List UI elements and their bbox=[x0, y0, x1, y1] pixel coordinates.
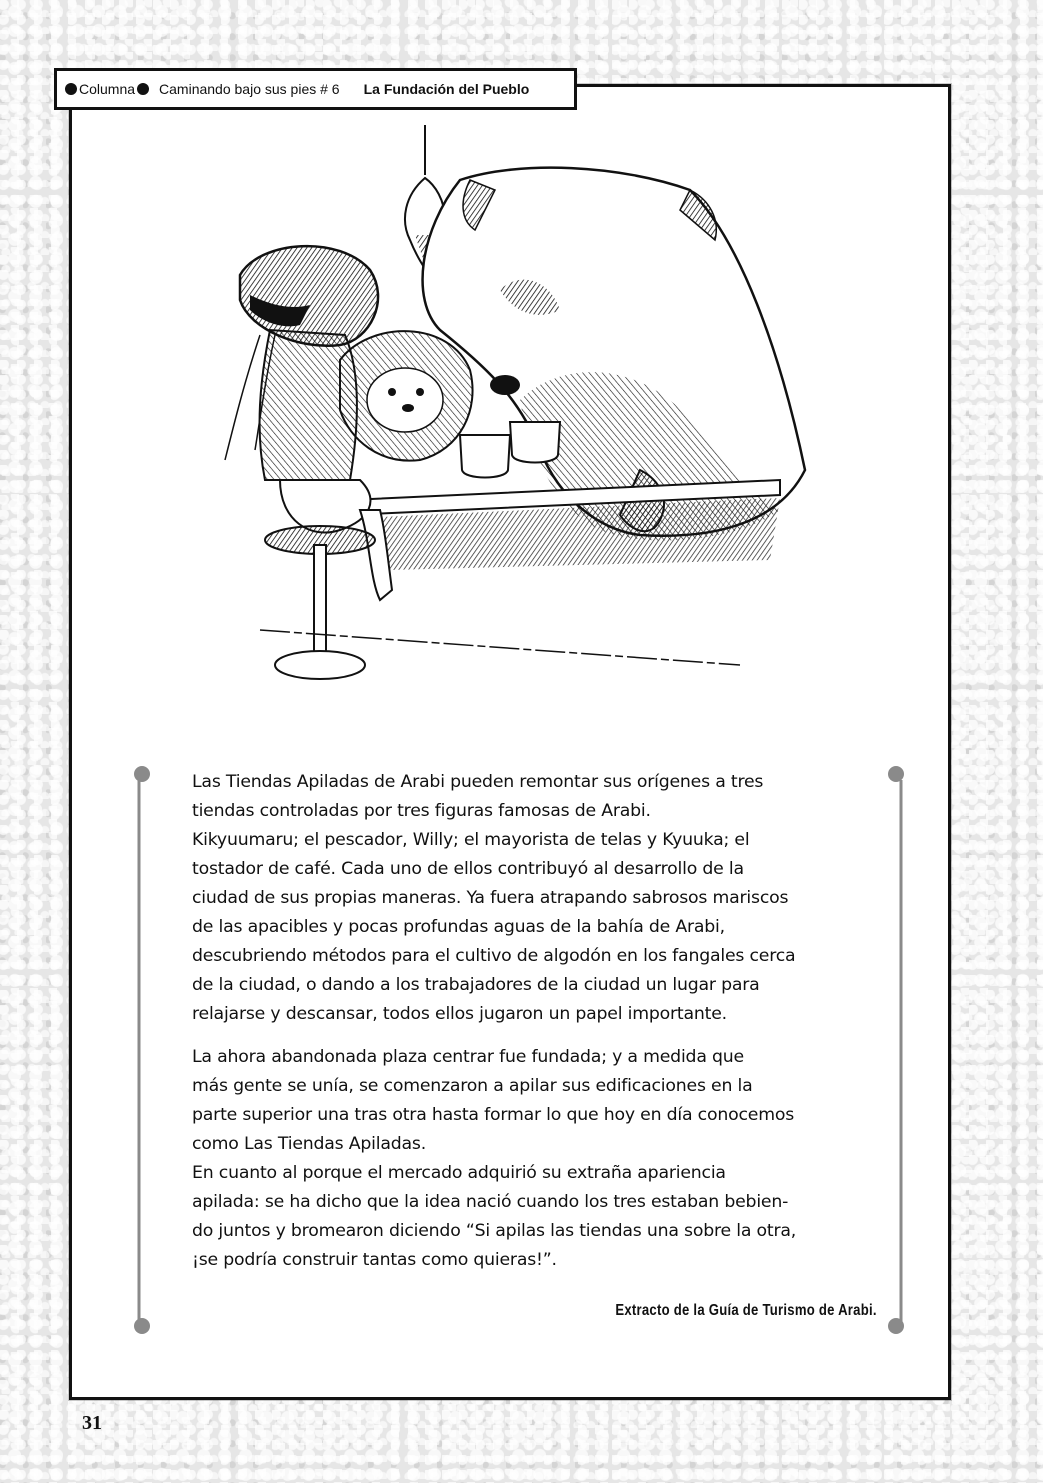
text-line: relajarse y descansar, todos ellos jugaron un papel importante. bbox=[192, 1004, 727, 1024]
text-line: ciudad de sus propias maneras. Ya fuera atrapando sabrosos mariscos bbox=[192, 888, 789, 908]
column-header bbox=[54, 68, 577, 110]
text-line: descubriendo métodos para el cultivo de algodón en los fangales cerca bbox=[192, 946, 796, 966]
text-line: de la ciudad, o dando a los trabajadores de la ciudad un lugar para bbox=[192, 975, 760, 995]
source-attribution: Extracto de la Guía de Turismo de Arabi. bbox=[615, 1302, 877, 1319]
text-line: tiendas controladas por tres figuras famosas de Arabi. bbox=[192, 801, 651, 821]
text-line: ¡se podría construir tantas como quieras!”. bbox=[192, 1250, 557, 1270]
page-number: 31 bbox=[82, 1412, 102, 1434]
text-line: Las Tiendas Apiladas de Arabi pueden remontar sus orígenes a tres bbox=[192, 772, 764, 792]
paragraph-2 bbox=[192, 1043, 892, 1275]
cup-icon bbox=[510, 422, 560, 463]
article-body bbox=[192, 768, 892, 1289]
text-line: Kikyuumaru; el pescador, Willy; el mayorista de telas y Kyuuka; el bbox=[192, 830, 750, 850]
text-line: más gente se unía, se comenzaron a apilar sus edificaciones en la bbox=[192, 1076, 753, 1096]
bullet-icon bbox=[137, 83, 149, 95]
text-line: La ahora abandonada plaza centrar fue fundada; y a medida que bbox=[192, 1047, 744, 1067]
cup-icon bbox=[460, 435, 510, 478]
text-line: En cuanto al porque el mercado adquirió su extraña apariencia bbox=[192, 1163, 726, 1183]
text-line: de las apacibles y pocas profundas aguas de la bahía de Arabi, bbox=[192, 917, 725, 937]
paragraph-1 bbox=[192, 768, 892, 1029]
text-line: parte superior una tras otra hasta formar lo que hoy en día conocemos bbox=[192, 1105, 795, 1125]
text-line: tostador de café. Cada uno de ellos contribuyó al desarrollo de la bbox=[192, 859, 744, 879]
column-title: La Fundación del Pueblo bbox=[363, 81, 530, 97]
column-label: Columna bbox=[79, 81, 136, 97]
illustration bbox=[220, 120, 900, 710]
bullet-icon bbox=[65, 83, 77, 95]
text-line: apilada: se ha dicho que la idea nació cuando los tres estaban bebien- bbox=[192, 1192, 789, 1212]
left-bracket-decoration bbox=[128, 762, 158, 1342]
hedgehog-figure bbox=[340, 331, 473, 460]
text-line: do juntos y bromearon diciendo “Si apilas las tiendas una sobre la otra, bbox=[192, 1221, 797, 1241]
text-line: como Las Tiendas Apiladas. bbox=[192, 1134, 426, 1154]
series-label: Caminando bajo sus pies # 6 bbox=[159, 81, 340, 97]
